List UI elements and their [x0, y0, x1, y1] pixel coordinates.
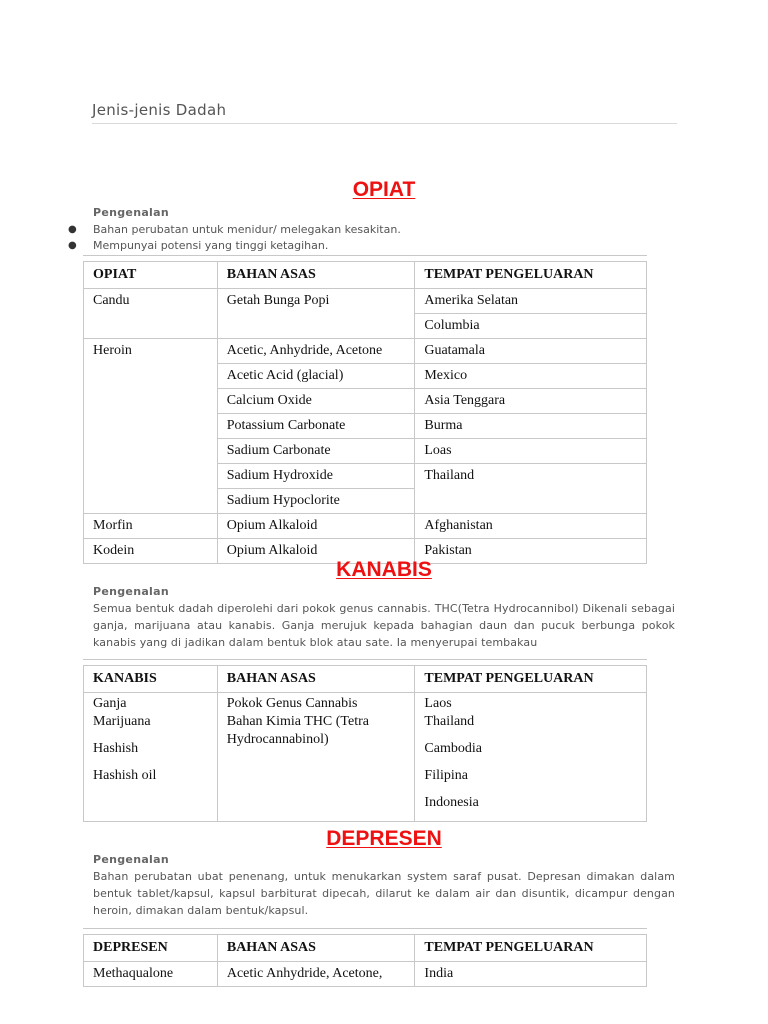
table-row	[84, 693, 647, 822]
table-cell: Opium Alkaloid	[217, 514, 415, 539]
section-heading-opiat: OPIAT	[352, 178, 416, 201]
table-cell: Columbia	[415, 314, 647, 339]
header-cell: BAHAN ASAS	[217, 666, 415, 693]
intro-label-opiat: Pengenalan	[93, 206, 169, 219]
table-cell: Opium Alkaloid	[217, 539, 415, 564]
bullet-item	[68, 222, 401, 238]
cell-line: Hashish	[93, 741, 139, 756]
table-cell: Pakistan	[415, 539, 647, 564]
table-cell: Afghanistan	[415, 514, 647, 539]
intro-paragraph-depresen: Bahan perubatan ubat penenang, untuk menukarkan system saraf pusat. Depresan dimakan dalam bentuk tablet/kapsul, kapsul barbiturat dipecah, dilarut ke dalam air dan disuntik, dicampur dengan heroin, dimakan dalam bentuk/kapsul.	[93, 870, 675, 917]
table-kanabis	[83, 659, 647, 822]
table-row	[84, 339, 647, 364]
table-row	[84, 962, 647, 987]
bullet-item	[68, 238, 401, 254]
table-row	[84, 289, 647, 314]
table-cell: India	[415, 962, 647, 987]
cell-line: Filipina	[424, 768, 468, 783]
table-cell: Acetic Acid (glacial)	[217, 364, 415, 389]
cell-line: Cambodia	[424, 741, 482, 756]
cell-line: Pokok Genus Cannabis	[226, 696, 358, 711]
table-cell: Burma	[415, 414, 647, 439]
table-cell: Sadium Hypoclorite	[217, 489, 415, 514]
section-heading-kanabis: KANABIS	[336, 558, 432, 581]
header-cell: DEPRESEN	[84, 935, 218, 962]
table-header-row	[84, 935, 647, 962]
table-cell: Getah Bunga Popi	[217, 289, 415, 339]
table-row	[84, 514, 647, 539]
header-cell: BAHAN ASAS	[217, 935, 415, 962]
table-cell: Potassium Carbonate	[217, 414, 415, 439]
table-cell: Calcium Oxide	[217, 389, 415, 414]
header-cell: TEMPAT PENGELUARAN	[415, 935, 647, 962]
table-depresen	[83, 928, 647, 987]
header-cell: BAHAN ASAS	[217, 262, 415, 289]
table-cell: Amerika Selatan	[415, 289, 647, 314]
table-cell: Morfin	[84, 514, 218, 539]
table-cell: Sadium Carbonate	[217, 439, 415, 464]
table-cell	[415, 693, 647, 822]
table-header-row	[84, 666, 647, 693]
table-cell	[217, 693, 415, 822]
cell-line: Ganja	[93, 696, 127, 711]
table-opiat	[83, 255, 647, 564]
bullet-text: Mempunyai potensi yang tinggi ketagihan.	[93, 239, 329, 252]
cell-line: Thailand	[424, 714, 475, 729]
header-cell: TEMPAT PENGELUARAN	[415, 666, 647, 693]
table-cell: Acetic Anhydride, Acetone,	[217, 962, 415, 987]
table-cell: Loas	[415, 439, 647, 464]
header-cell: TEMPAT PENGELUARAN	[415, 262, 647, 289]
cell-line: Bahan Kimia THC (Tetra Hydrocannabinol)	[226, 714, 369, 747]
table-cell: Thailand	[415, 464, 647, 514]
table-cell: Candu	[84, 289, 218, 339]
cell-line: Indonesia	[424, 795, 479, 810]
table-cell: Sadium Hydroxide	[217, 464, 415, 489]
bullet-text: Bahan perubatan untuk menidur/ melegakan kesakitan.	[93, 223, 401, 236]
cell-line: Hashish oil	[93, 768, 157, 783]
header-cell: KANABIS	[84, 666, 218, 693]
intro-label-kanabis: Pengenalan	[93, 585, 169, 598]
bullet-dot-icon: ●	[68, 224, 77, 235]
cell-line: Marijuana	[93, 714, 151, 729]
table-header-row	[84, 262, 647, 289]
table-cell: Heroin	[84, 339, 218, 514]
table-cell: Asia Tenggara	[415, 389, 647, 414]
page-title: Jenis-jenis Dadah	[92, 101, 677, 124]
table-cell: Acetic, Anhydride, Acetone	[217, 339, 415, 364]
cell-line: Laos	[424, 696, 452, 711]
bullet-dot-icon: ●	[68, 240, 77, 251]
table-cell: Mexico	[415, 364, 647, 389]
header-cell: OPIAT	[84, 262, 218, 289]
table-cell	[84, 693, 218, 822]
table-cell: Methaqualone	[84, 962, 218, 987]
table-cell: Guatamala	[415, 339, 647, 364]
intro-label-depresen: Pengenalan	[93, 853, 169, 866]
section-heading-depresen: DEPRESEN	[326, 827, 442, 850]
intro-paragraph-kanabis: Semua bentuk dadah diperolehi dari pokok genus cannabis. THC(Tetra Hydrocannibol) Dikenali sebagai ganja, marijuana atau kanabis. Ganja merujuk kepada bahagian daun dan pucuk berbunga pokok kanabis yang di jadikan dalam bentuk blok atau sate. Ia menyerupai tembakau	[93, 602, 675, 649]
table-cell: Kodein	[84, 539, 218, 564]
intro-bullets-opiat	[68, 222, 401, 254]
